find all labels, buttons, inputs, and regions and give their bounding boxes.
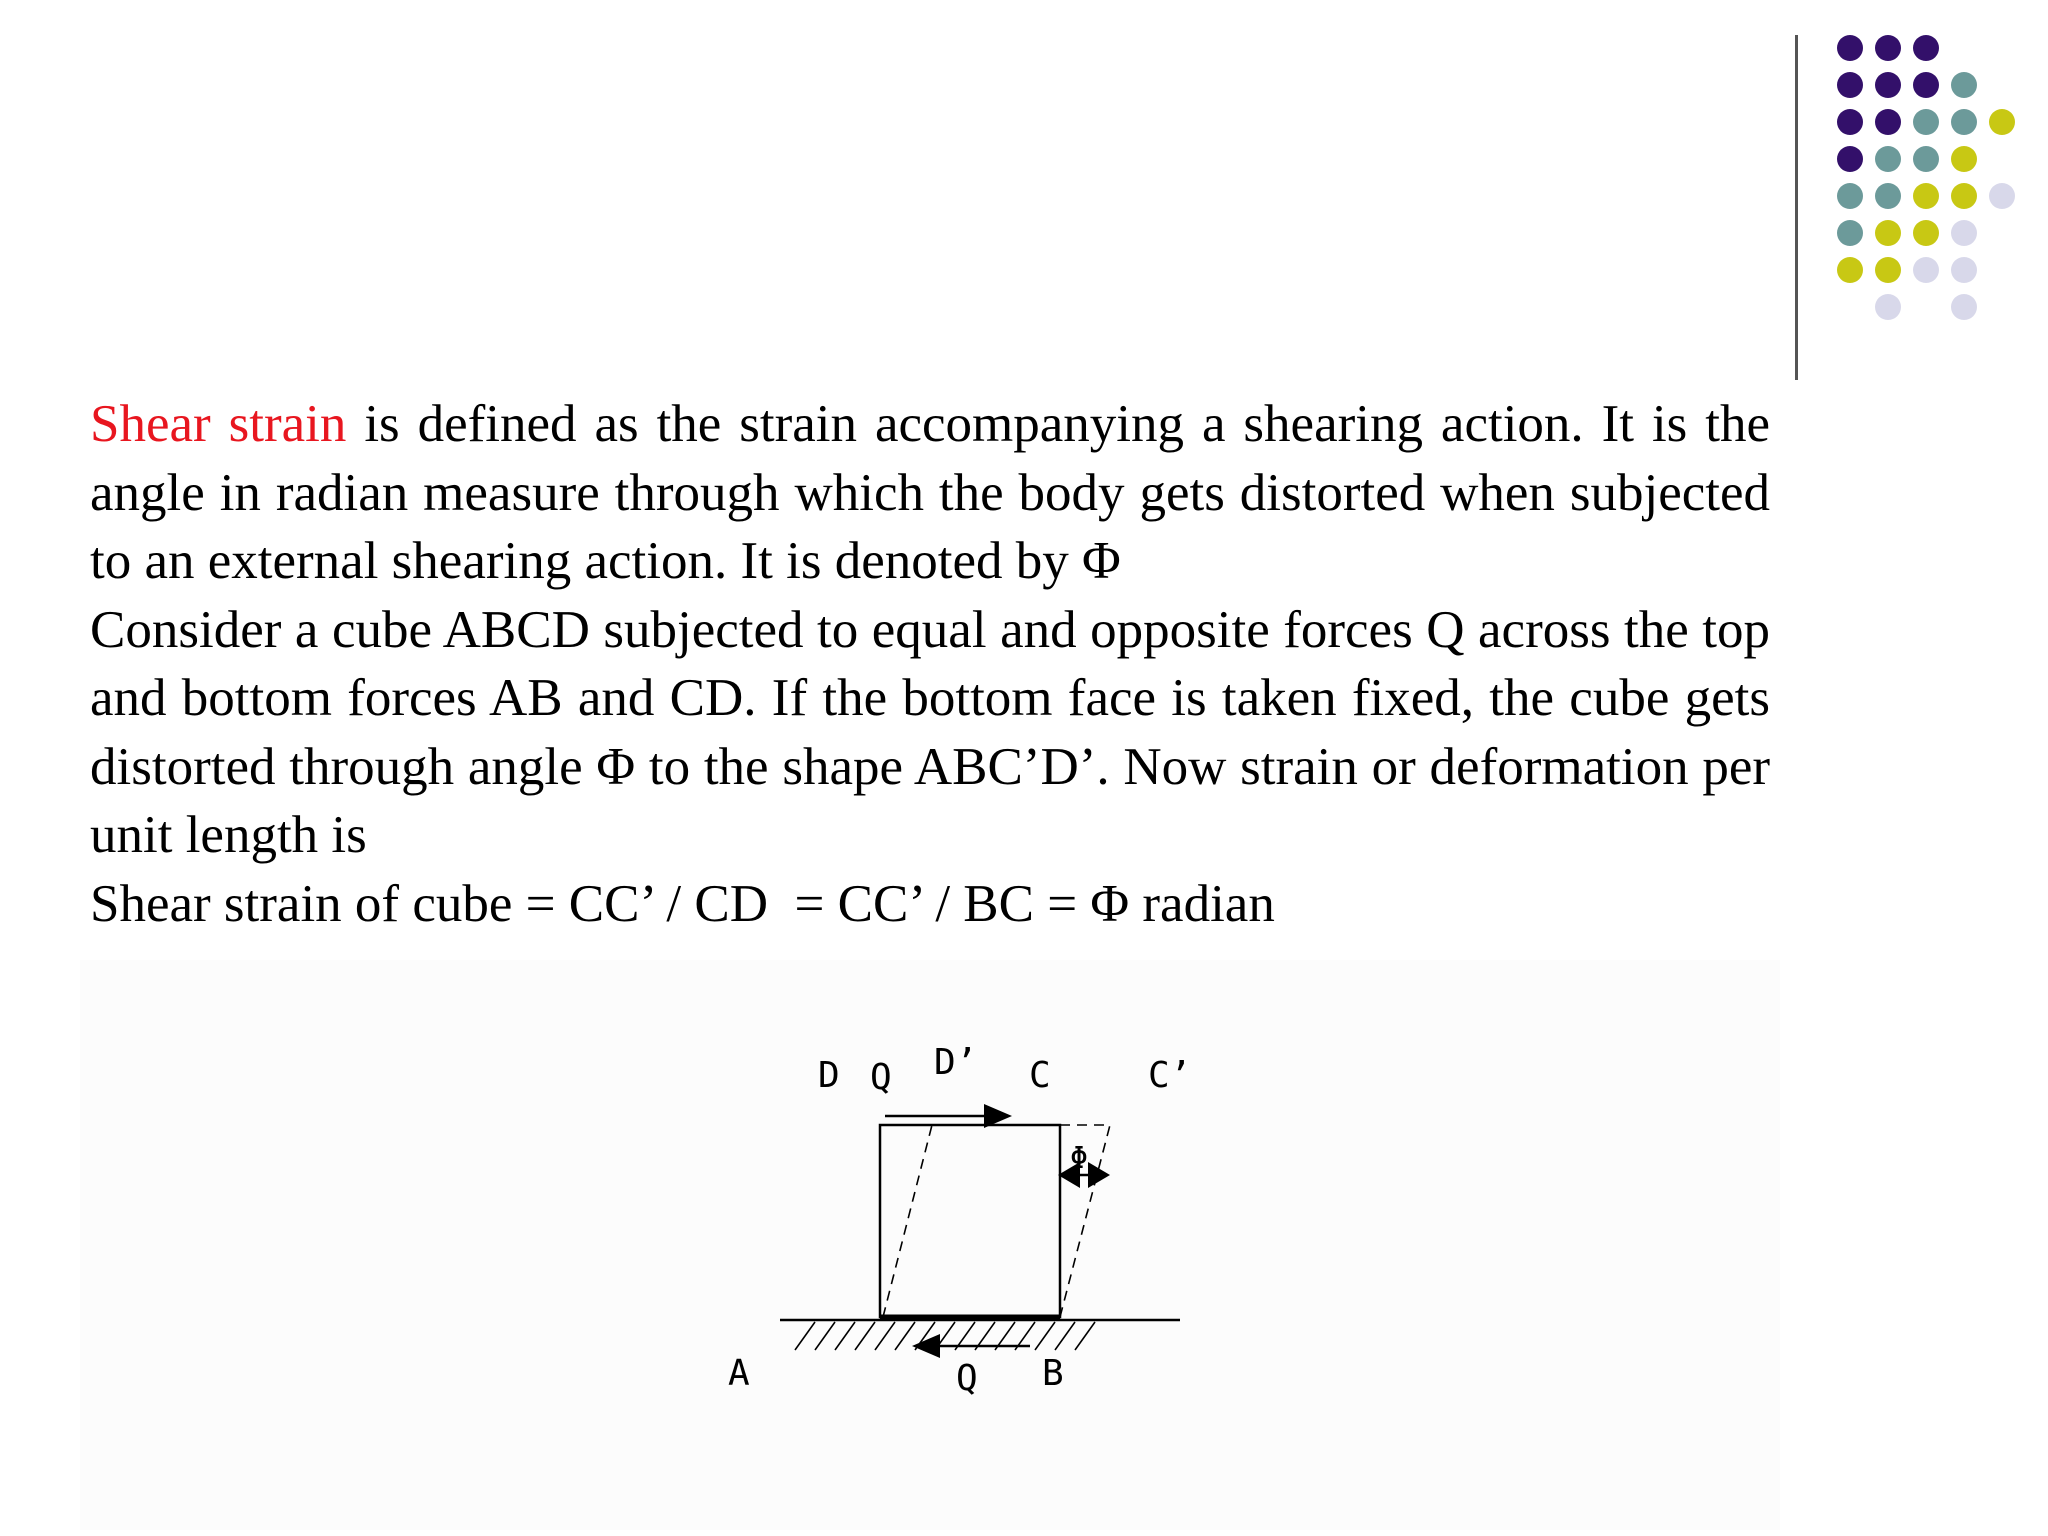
label-c-prime: C’ [1148, 1055, 1192, 1096]
dot [1837, 183, 1863, 209]
slide-body [90, 390, 1770, 938]
dot [1951, 220, 1977, 246]
label-q-bottom: Q [956, 1358, 978, 1399]
definition-text: is defined as the strain accompanying a shearing action. It is the angle in radian measure through which the body gets distorted when subjected to an external shearing action. It is denoted by Φ [90, 395, 1770, 590]
label-a: A [728, 1353, 750, 1394]
dot [1913, 109, 1939, 135]
dot [1837, 146, 1863, 172]
dot [1875, 183, 1901, 209]
dot [1951, 109, 1977, 135]
label-b: B [1042, 1353, 1064, 1394]
dot [1875, 220, 1901, 246]
dot [1875, 109, 1901, 135]
dot [1951, 294, 1977, 320]
dot [1913, 220, 1939, 246]
dot [1875, 146, 1901, 172]
dot [1875, 257, 1901, 283]
dot-row-8 [1875, 294, 1977, 320]
shear-cube-diagram [700, 1030, 1200, 1430]
dot [1951, 146, 1977, 172]
dot [1951, 257, 1977, 283]
dot [1837, 35, 1863, 61]
dot-row-2 [1837, 72, 1977, 98]
dot [1875, 72, 1901, 98]
dot [1989, 183, 2015, 209]
label-phi: Φ [1070, 1141, 1089, 1176]
term-shear-strain: Shear strain [90, 395, 347, 453]
dot [1837, 220, 1863, 246]
dot [1913, 146, 1939, 172]
dot [1875, 294, 1901, 320]
dot-row-3 [1837, 109, 2015, 135]
vertical-divider [1795, 35, 1798, 380]
dot [1837, 72, 1863, 98]
consider-paragraph: Consider a cube ABCD subjected to equal and opposite forces Q across the top and bottom forces AB and CD. If the bottom face is taken fixed, the cube gets distorted through angle Φ to the shape ABC’D’. Now strain or deformation per unit length is [90, 600, 1770, 864]
definition-paragraph [90, 390, 1770, 596]
shear-strain-formula: Shear strain of cube = CC’ / CD = CC’ / BC = Φ radian [90, 874, 1275, 933]
label-d: D [818, 1055, 840, 1096]
dot-row-5 [1837, 183, 2015, 209]
dot [1837, 109, 1863, 135]
dot [1913, 257, 1939, 283]
dot-row-7 [1837, 257, 1977, 283]
dot [1913, 72, 1939, 98]
label-c: C [1029, 1055, 1051, 1096]
dot-row-1 [1837, 35, 1939, 61]
decorative-dot-grid [1800, 28, 2040, 348]
dot [1913, 35, 1939, 61]
label-d-prime: D’ [934, 1042, 978, 1083]
dot [1913, 183, 1939, 209]
bottom-force-arrow [912, 1334, 1030, 1358]
dot-row-4 [1837, 146, 1977, 172]
dot [1989, 109, 2015, 135]
dot [1951, 183, 1977, 209]
dot [1875, 35, 1901, 61]
dot [1837, 257, 1863, 283]
label-q-top: Q [870, 1057, 892, 1098]
dot-row-6 [1837, 220, 1977, 246]
dot [1951, 72, 1977, 98]
cube-abcd [880, 1125, 1060, 1317]
